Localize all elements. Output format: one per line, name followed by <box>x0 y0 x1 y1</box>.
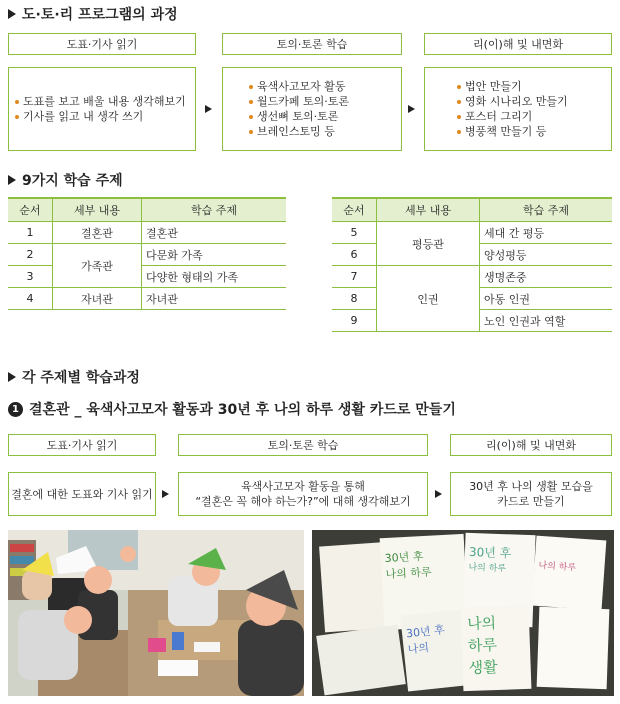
item-text: 영화 시나리오 만들기 <box>465 95 568 108</box>
arrow-right-icon <box>435 490 442 498</box>
triangle-marker-icon <box>8 9 16 19</box>
card-text: 하루 <box>467 635 498 655</box>
item-text: 월드카페 토의·토론 <box>257 95 350 108</box>
item-text: 기사를 읽고 내 생각 쓰기 <box>23 110 144 123</box>
list-item <box>457 109 611 124</box>
step-header-3: 리(이)해 및 내면화 <box>450 434 612 456</box>
column-header: 학습 주제 <box>142 198 287 222</box>
card-text: 나의 <box>407 641 430 657</box>
bullet-icon <box>15 100 19 104</box>
section-title: 각 주제별 학습과정 <box>22 370 140 386</box>
step-text: 30년 후 나의 생활 모습을 <box>469 480 593 493</box>
bullet-icon <box>15 115 19 119</box>
step-text: 결혼에 대한 도표와 기사 읽기 <box>11 487 153 501</box>
cell-no: 2 <box>8 244 53 266</box>
table-row <box>8 222 286 244</box>
card-text: 나의 하루 <box>468 562 507 575</box>
item-text: 병풍책 만들기 등 <box>465 125 547 138</box>
card <box>537 607 610 689</box>
table-row <box>8 288 286 310</box>
section-heading-process <box>8 367 140 387</box>
item-text: 포스터 그리기 <box>465 110 533 123</box>
cell-topic: 다양한 형태의 가족 <box>142 266 287 288</box>
cards-photo <box>312 530 614 696</box>
column-header: 순서 <box>8 198 53 222</box>
cell-no: 4 <box>8 288 53 310</box>
process-box-2 <box>222 67 402 151</box>
subsection-heading <box>8 399 456 419</box>
bullet-icon <box>457 85 461 89</box>
step-box-3 <box>450 472 612 516</box>
list-item <box>15 109 195 124</box>
item-text: 육색사고모자 활동 <box>257 80 346 93</box>
card <box>532 536 607 611</box>
cell-no: 5 <box>332 222 377 244</box>
column-header: 세부 내용 <box>377 198 480 222</box>
bullet-icon <box>249 85 253 89</box>
topics-table-left <box>8 197 286 310</box>
cell-topic: 결혼관 <box>142 222 287 244</box>
process-header-1: 도표·기사 읽기 <box>8 33 196 55</box>
item-text: 생선뼈 토의·토론 <box>257 110 339 123</box>
card-text: 나의 하루 <box>538 560 577 574</box>
cell-topic: 자녀관 <box>142 288 287 310</box>
triangle-marker-icon <box>8 372 16 382</box>
cell-topic: 노인 인권과 역할 <box>480 310 613 332</box>
column-header: 세부 내용 <box>53 198 142 222</box>
process-box-3 <box>424 67 612 151</box>
table-row <box>8 266 286 288</box>
step-header-1: 도표·기사 읽기 <box>8 434 156 456</box>
step-box-1 <box>8 472 156 516</box>
bullet-icon <box>457 115 461 119</box>
section-heading-program <box>8 4 178 24</box>
number-circle: 1 <box>8 402 23 417</box>
subsection-title: 결혼관 _ 육색사고모자 활동과 30년 후 나의 하루 생활 카드로 만들기 <box>29 402 456 418</box>
cell-detail: 결혼관 <box>53 222 142 244</box>
list-item <box>457 79 611 94</box>
step-text: 카드로 만들기 <box>497 495 565 508</box>
list-item <box>249 109 401 124</box>
list-item <box>457 124 611 139</box>
list-item <box>249 94 401 109</box>
cell-no: 8 <box>332 288 377 310</box>
table-row <box>8 244 286 266</box>
cell-no: 7 <box>332 266 377 288</box>
card-text: 30년 후 <box>405 623 446 641</box>
column-header: 순서 <box>332 198 377 222</box>
cell-detail: 인권 <box>377 266 480 332</box>
step-text: 육색사고모자 활동을 통해 <box>241 480 365 493</box>
bullet-icon <box>249 115 253 119</box>
section-heading-topics <box>8 170 123 190</box>
cell-no: 3 <box>8 266 53 288</box>
triangle-marker-icon <box>8 175 16 185</box>
column-header: 학습 주제 <box>480 198 613 222</box>
card <box>461 605 532 691</box>
section-title: 9가지 학습 주제 <box>22 173 123 189</box>
card <box>316 625 406 696</box>
card-text: 30년 후 <box>468 544 512 561</box>
cell-detail: 가족관 <box>53 244 142 288</box>
table-row <box>332 266 612 288</box>
table-row <box>332 222 612 244</box>
cell-topic: 다문화 가족 <box>142 244 287 266</box>
list-item <box>249 79 401 94</box>
cell-topic: 아동 인권 <box>480 288 613 310</box>
topics-table-right <box>332 197 612 332</box>
list-item <box>249 124 401 139</box>
bullet-icon <box>457 130 461 134</box>
item-text: 도표를 보고 배울 내용 생각해보기 <box>23 95 186 108</box>
card-text: 30년 후 <box>384 550 424 566</box>
cell-topic: 양성평등 <box>480 244 613 266</box>
cell-detail: 자녀관 <box>53 288 142 310</box>
cell-detail: 평등관 <box>377 222 480 266</box>
classroom-photo <box>8 530 304 696</box>
item-text: 법안 만들기 <box>465 80 522 93</box>
process-header-2: 토의·토론 학습 <box>222 33 402 55</box>
card-text: 생활 <box>468 657 498 677</box>
process-box-1 <box>8 67 196 151</box>
arrow-right-icon <box>408 105 415 113</box>
item-text: 브레인스토밍 등 <box>257 125 335 138</box>
process-header-3: 리(이)해 및 내면화 <box>424 33 612 55</box>
cell-no: 9 <box>332 310 377 332</box>
bullet-icon <box>249 130 253 134</box>
step-text: “결혼은 꼭 해야 하는가?”에 대해 생각해보기 <box>195 495 411 508</box>
cell-topic: 세대 간 평등 <box>480 222 613 244</box>
cell-no: 6 <box>332 244 377 266</box>
arrow-right-icon <box>205 105 212 113</box>
classroom-photo-illustration <box>8 530 304 696</box>
list-item <box>15 94 195 109</box>
bullet-icon <box>457 100 461 104</box>
card-text: 나의 하루 <box>385 565 432 581</box>
cell-topic: 생명존중 <box>480 266 613 288</box>
card-text: 나의 <box>466 613 497 633</box>
bullet-icon <box>249 100 253 104</box>
step-box-2 <box>178 472 428 516</box>
cell-no: 1 <box>8 222 53 244</box>
step-header-2: 토의·토론 학습 <box>178 434 428 456</box>
section-title: 도·토·리 프로그램의 과정 <box>22 7 178 23</box>
list-item <box>457 94 611 109</box>
arrow-right-icon <box>162 490 169 498</box>
